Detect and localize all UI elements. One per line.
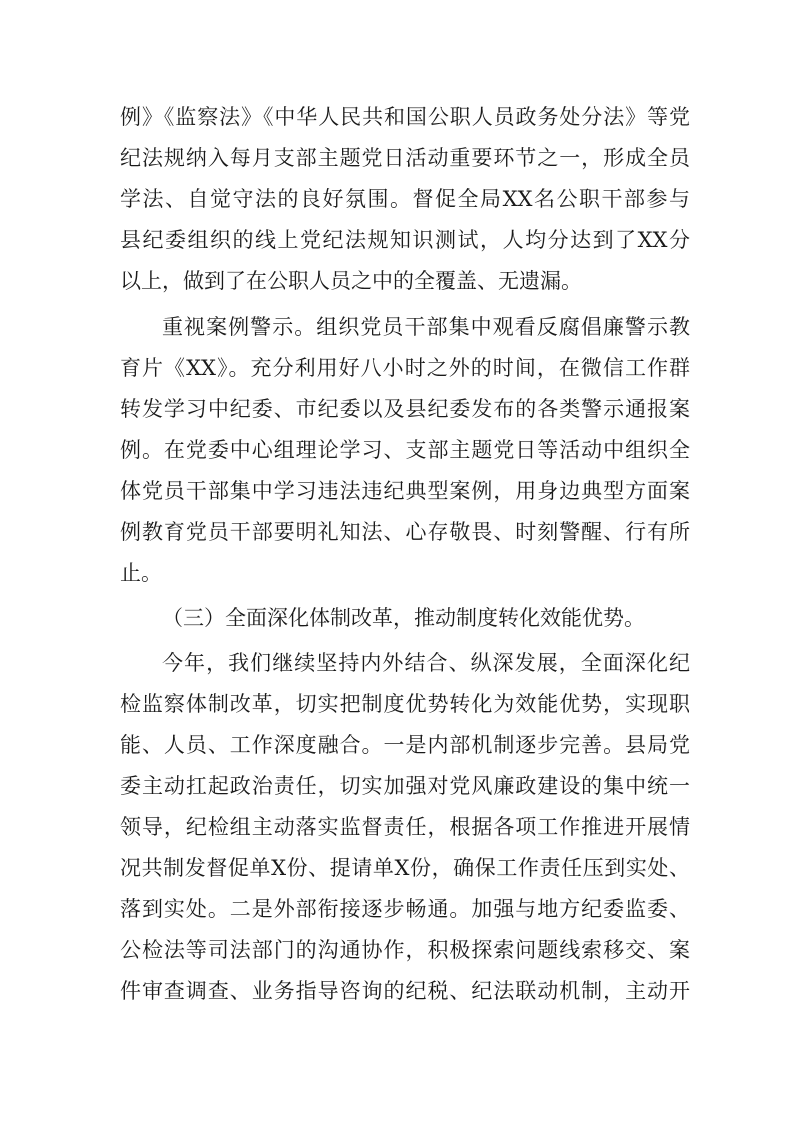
section-heading: （三）全面深化体制改革，推动制度转化效能优势。 bbox=[162, 606, 645, 630]
text-line: 委主动扛起政治责任，切实加强对党风廉政建设的集中统一 bbox=[120, 774, 690, 798]
text-line: 学法、自觉守法的良好氛围。督促全局XX名公职干部参与 bbox=[120, 187, 690, 211]
text-line: 以上，做到了在公职人员之中的全覆盖、无遗漏。 bbox=[120, 269, 582, 293]
text-line: 公检法等司法部门的沟通协作，积极探索问题线索移交、案 bbox=[120, 938, 690, 962]
text-line: 检监察体制改革，切实把制度优势转化为效能优势，实现职 bbox=[120, 692, 690, 716]
text-line: 能、人员、工作深度融合。一是内部机制逐步完善。县局党 bbox=[120, 733, 690, 757]
paragraph-first-line: 重视案例警示。组织党员干部集中观看反腐倡廉警示教 bbox=[162, 315, 690, 339]
text-line: 转发学习中纪委、市纪委以及县纪委发布的各类警示通报案 bbox=[120, 397, 690, 421]
text-line: 领导，纪检组主动落实监督责任，根据各项工作推进开展情 bbox=[120, 815, 690, 839]
text-line: 纪法规纳入每月支部主题党日活动重要环节之一，形成全员 bbox=[120, 146, 690, 170]
text-line: 况共制发督促单X份、提请单X份，确保工作责任压到实处、 bbox=[120, 856, 690, 880]
text-line: 止。 bbox=[120, 561, 162, 585]
text-line: 例教育党员干部要明礼知法、心存敬畏、时刻警醒、行有所 bbox=[120, 520, 690, 544]
text-line: 县纪委组织的线上党纪法规知识测试，人均分达到了XX分 bbox=[120, 228, 690, 252]
text-line: 育片《XX》。充分利用好八小时之外的时间，在微信工作群 bbox=[120, 356, 690, 380]
text-line: 体党员干部集中学习违法违纪典型案例，用身边典型方面案 bbox=[120, 479, 690, 503]
text-line: 落到实处。二是外部衔接逐步畅通。加强与地方纪委监委、 bbox=[120, 897, 690, 921]
text-line: 件审查调查、业务指导咨询的纪税、纪法联动机制，主动开 bbox=[120, 979, 690, 1003]
paragraph-first-line: 今年，我们继续坚持内外结合、纵深发展，全面深化纪 bbox=[162, 651, 690, 675]
text-line: 例。在党委中心组理论学习、支部主题党日等活动中组织全 bbox=[120, 438, 690, 462]
text-line: 例》《监察法》《中华人民共和国公职人员政务处分法》等党 bbox=[120, 105, 690, 129]
